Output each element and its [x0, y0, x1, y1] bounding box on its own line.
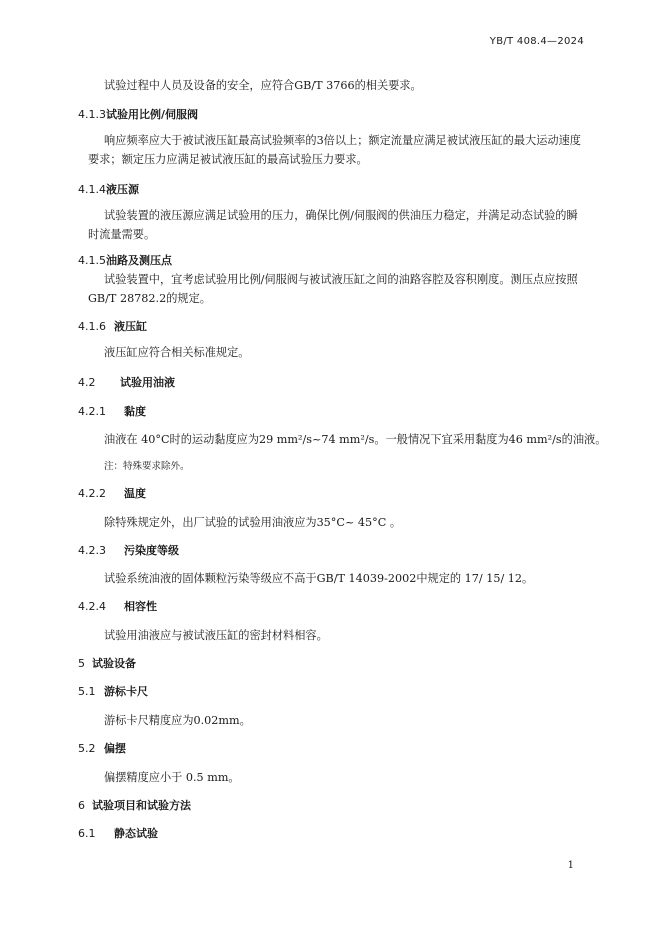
section-number: 5.1	[78, 685, 96, 698]
heading-4-1-4	[78, 182, 139, 198]
heading-4-2	[78, 375, 175, 391]
paragraph-4-2-4: 试验用油液应与被试液压缸的密封材料相容。	[104, 629, 328, 642]
note-4-2-1: 注：特殊要求除外。	[104, 461, 190, 472]
section-number: 4.2	[78, 376, 96, 389]
section-number: 4.1.5	[78, 254, 106, 267]
paragraph-safety: 试验过程中人员及设备的安全，应符合GB/T 3766的相关要求。	[104, 79, 422, 92]
section-number: 6	[78, 799, 85, 812]
heading-5-1	[78, 684, 148, 700]
section-number: 4.1.6	[78, 320, 106, 333]
paragraph-4-1-4: 试验装置的液压源应满足试验用的压力，确保比例/伺服阀的供油压力稳定，并满足动态试验的瞬时流量需要。	[88, 209, 578, 241]
section-title: 液压缸	[114, 320, 147, 333]
heading-5-2	[78, 741, 126, 757]
section-title: 黏度	[124, 405, 146, 418]
paragraph-4-2-2: 除特殊规定外，出厂试验的试验用油液应为35°C~ 45°C 。	[104, 516, 402, 529]
section-title: 污染度等级	[124, 544, 179, 557]
section-title: 试验用比例/伺服阀	[106, 108, 199, 121]
section-title: 温度	[124, 487, 146, 500]
section-title: 油路及测压点	[106, 254, 172, 267]
paragraph-4-2-1: 油液在 40°C时的运动黏度应为29 mm²/s~74 mm²/s。一般情况下宜采用黏度为46 mm²/s的油液。	[104, 433, 607, 446]
heading-4-1-5	[78, 253, 172, 269]
heading-6-1	[78, 826, 158, 842]
section-number: 4.1.3	[78, 108, 106, 121]
section-number: 5.2	[78, 742, 96, 755]
section-number: 5	[78, 657, 85, 670]
heading-4-2-2	[78, 486, 146, 502]
paragraph-4-1-5: 试验装置中，宜考虑试验用比例/伺服阀与被试液压缸之间的油路容腔及容积刚度。测压点应按照GB/T 28782.2的规定。	[88, 273, 578, 305]
section-title: 游标卡尺	[104, 685, 148, 698]
page-number: 1	[567, 860, 574, 871]
section-title: 相容性	[124, 600, 157, 613]
section-title: 试验设备	[92, 657, 136, 670]
heading-4-1-6	[78, 319, 147, 335]
section-number: 4.2.1	[78, 405, 106, 418]
heading-5	[78, 656, 136, 672]
section-number: 4.2.4	[78, 600, 106, 613]
section-title: 偏摆	[104, 742, 126, 755]
section-title: 静态试验	[114, 827, 158, 840]
paragraph-4-1-6: 液压缸应符合相关标准规定。	[104, 346, 250, 359]
heading-6	[78, 798, 191, 814]
section-title: 试验项目和试验方法	[92, 799, 191, 812]
heading-4-2-4	[78, 599, 157, 615]
paragraph-5-2: 偏摆精度应小于 0.5 mm。	[104, 771, 240, 784]
heading-4-2-3	[78, 543, 179, 559]
paragraph-4-1-3: 响应频率应大于被试液压缸最高试验频率的3倍以上；额定流量应满足被试液压缸的最大运动速度要求；额定压力应满足被试液压缸的最高试验压力要求。	[88, 134, 581, 166]
section-title: 试验用油液	[120, 376, 175, 389]
section-number: 4.1.4	[78, 183, 106, 196]
section-number: 4.2.3	[78, 544, 106, 557]
paragraph-4-2-3: 试验系统油液的固体颗粒污染等级应不高于GB/T 14039-2002中规定的 17/ 15/ 12。	[104, 572, 534, 585]
section-title: 液压源	[106, 183, 139, 196]
heading-4-1-3	[78, 107, 198, 123]
heading-4-2-1	[78, 404, 146, 420]
section-number: 4.2.2	[78, 487, 106, 500]
paragraph-5-1: 游标卡尺精度应为0.02mm。	[104, 714, 251, 727]
document-code: YB/T 408.4—2024	[489, 36, 584, 47]
section-number: 6.1	[78, 827, 96, 840]
